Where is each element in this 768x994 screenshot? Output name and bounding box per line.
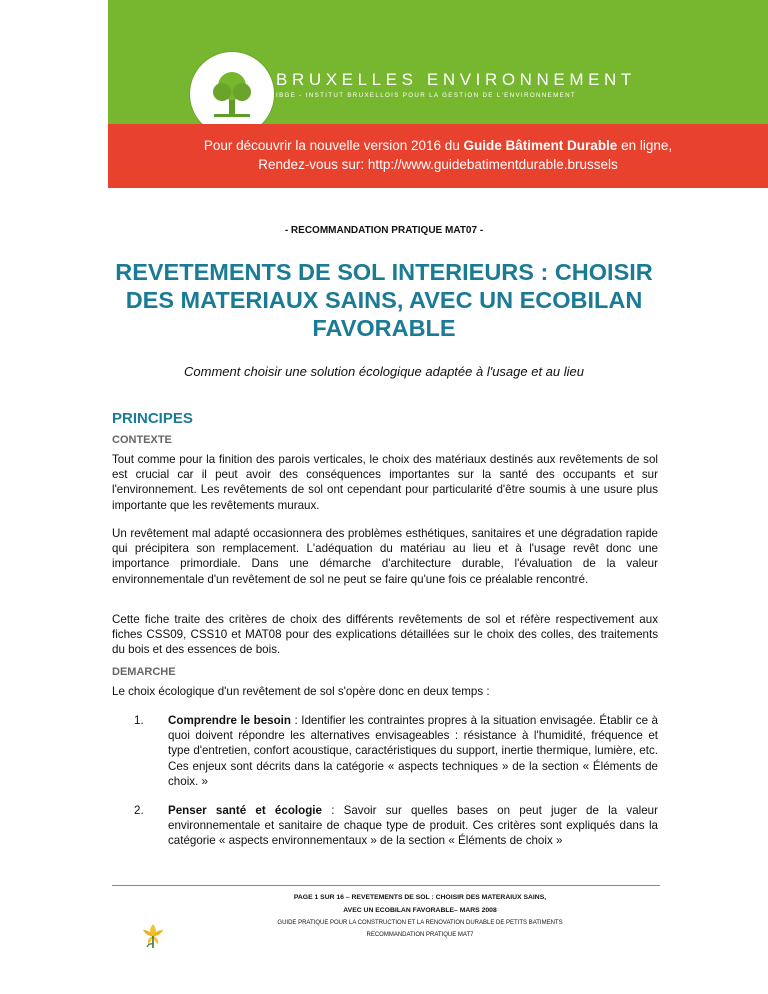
list-item: 2. Penser santé et écologie : Savoir sur quelles bases on peut juger de la valeur environnementale et sanitaire de chaque type de produit. Ces critères sont expliqués dans la catégorie « aspects environnementaux » de la section « Éléments de choix »: [134, 804, 658, 848]
footer-line-3: GUIDE PRATIQUE POUR LA CONSTRUCTION ET LA RENOVATION DURABLE DE PETITS BATIMENTS: [277, 920, 563, 926]
guide-link-text: Guide Bâtiment Durable: [463, 138, 618, 153]
step-title: Penser santé et écologie: [168, 804, 322, 817]
brand-subtitle: IBGE - INSTITUT BRUXELLOIS POUR LA GESTION DE L'ENVIRONNEMENT: [276, 92, 577, 99]
sub-heading-contexte: CONTEXTE: [112, 434, 172, 446]
paragraph-contexte-1: Tout comme pour la finition des parois verticales, le choix des matériaux destinés aux revêtements de sol est crucial car il peut avoir des conséquences importantes sur la santé des occupants et sur l'environnement. Les revêtements de sol ont cependant pour particularité d'être soumis à une usure plus importante que les revêtements muraux.: [112, 453, 658, 512]
paragraph-demarche-intro: Le choix écologique d'un revêtement de sol s'opère donc en deux temps :: [112, 685, 490, 698]
footer-line-4: RECOMMANDATION PRATIQUE MAT7: [366, 932, 474, 938]
footer-divider: [112, 885, 660, 886]
announcement-line-2[interactable]: Rendez-vous sur: http://www.guidebatimentdurable.brussels: [258, 157, 618, 172]
footer-line-2: AVEC UN ECOBILAN FAVORABLE– MARS 2008: [343, 907, 497, 914]
paragraph-contexte-2: Un revêtement mal adapté occasionnera des problèmes esthétiques, sanitaires et une dégradation rapide qui précipitera son remplacement. L'adéquation du matériau au lieu et à l'usage revêt donc une importance primordiale. Dans une démarche d'architecture durable, l'évaluation de la valeur environnementale d'un revêtement de sol ne peut se faire qu'une fois ce préalable rencontré.: [112, 527, 658, 586]
sub-heading-demarche: DEMARCHE: [112, 666, 176, 678]
list-item: 1. Comprendre le besoin : Identifier les contraintes propres à la situation envisagée. Établir ce à quoi doivent répondre les alternatives envisageables : résistance à l'humidité, fréquence et type d'entretien, confort acoustique, caractéristiques du support, inertie thermique, lumière, etc. Ces enjeux sont décrits dans la catégorie « aspects techniques » de la section « Éléments de choix. »: [134, 714, 658, 788]
paragraph-contexte-3: Cette fiche traite des critères de choix des différents revêtements de sol et réfère respectivement aux fiches CSS09, CSS10 et MAT08 pour des explications détaillées sur le choix des colles, des traitements du bois et des essences de bois.: [112, 613, 658, 657]
recommendation-label: - RECOMMANDATION PRATIQUE MAT07 -: [284, 225, 484, 236]
section-heading-principes: PRINCIPES: [112, 410, 193, 427]
iris-logo-icon: [138, 920, 168, 955]
document-title: REVETEMENTS DE SOL INTERIEURS : CHOISIR DES MATERIAUX SAINS, AVEC UN ECOBILAN FAVORABLE: [115, 259, 653, 341]
step-title: Comprendre le besoin: [168, 714, 291, 727]
announcement-line-1: Pour découvrir la nouvelle version 2016 du Guide Bâtiment Durable en ligne,: [203, 138, 673, 153]
footer-line-1: PAGE 1 SUR 16 – REVETEMENTS DE SOL : CHOISIR DES MATERAIUX SAINS,: [293, 894, 547, 901]
brand-name: BRUXELLES ENVIRONNEMENT: [276, 70, 636, 89]
document-subtitle: Comment choisir une solution écologique adaptée à l'usage et au lieu: [184, 364, 584, 379]
announcement-banner: [108, 124, 768, 188]
